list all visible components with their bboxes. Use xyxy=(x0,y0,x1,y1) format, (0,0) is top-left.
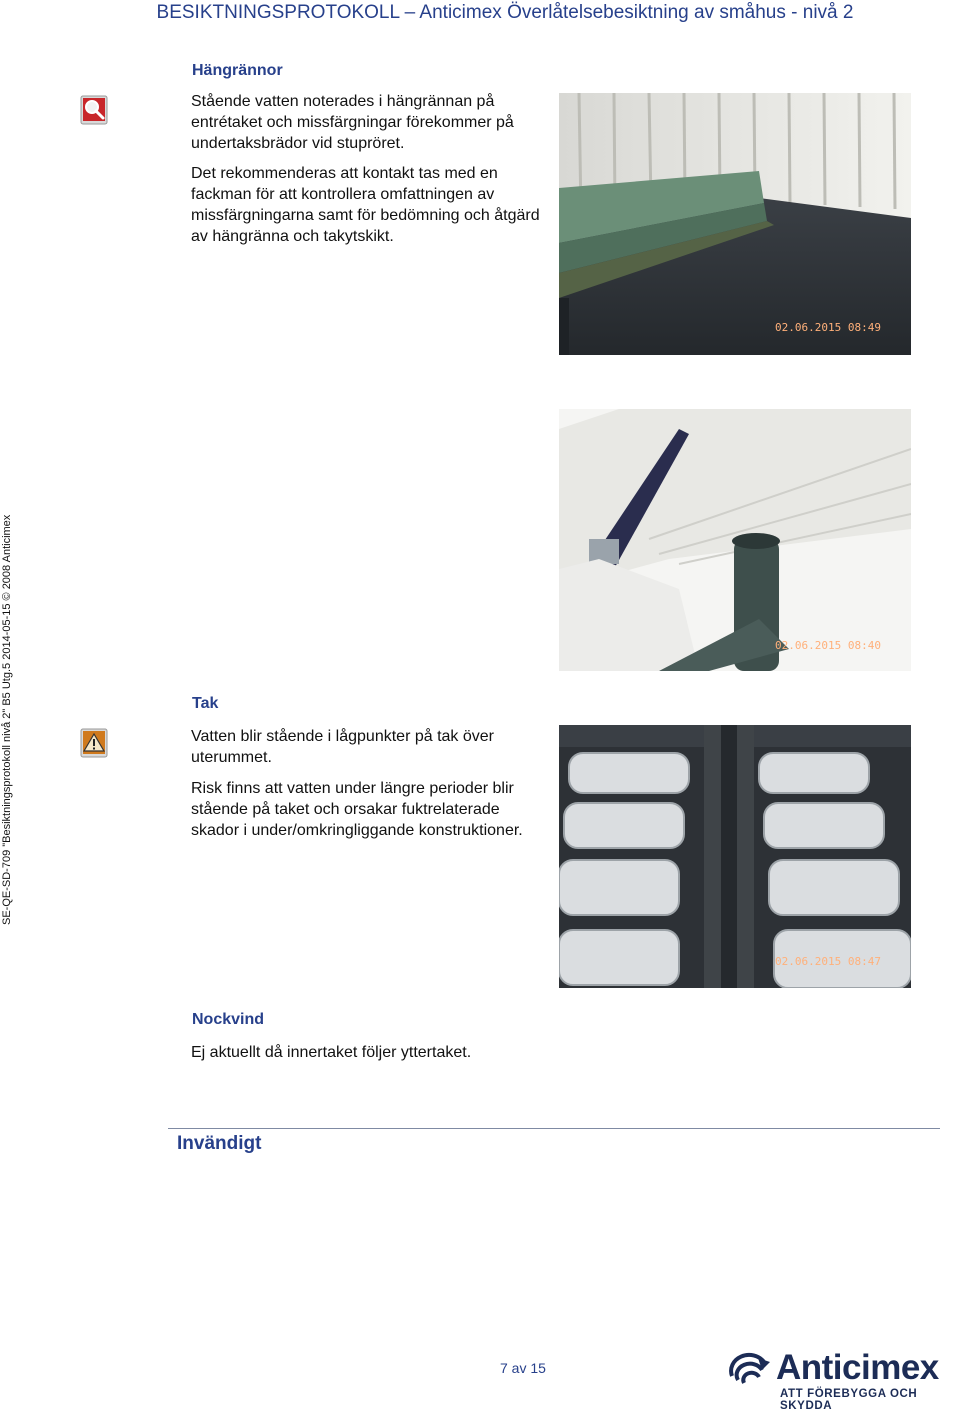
logo-slogan: ATT FÖREBYGGA OCH SKYDDA xyxy=(780,1388,918,1412)
logo-name: Anticimex xyxy=(776,1348,939,1387)
warning-icon xyxy=(80,728,108,758)
hangrannor-observation: Stående vatten noterades i hängrännan på entrétaket och missfärgningar förekommer på undertaksbrädor vid stupröret. xyxy=(191,93,514,152)
tak-observation: Vatten blir stående i lågpunkter på tak över uterummet. xyxy=(191,728,494,766)
photo-gutter-entrance-roof xyxy=(559,93,911,355)
magnifier-icon xyxy=(80,95,108,125)
photo-date: 02.06.2015 08:40 xyxy=(775,639,881,652)
photo-date: 02.06.2015 08:47 xyxy=(775,955,881,968)
section-title-tak: Tak xyxy=(192,695,219,712)
section-title-nockvind: Nockvind xyxy=(192,1011,265,1028)
document-header-title: BESIKTNINGSPROTOKOLL – Anticimex Överlåtelsebesiktning av småhus - nivå 2 xyxy=(156,2,854,23)
hangrannor-recommendation: Det rekommenderas att kontakt tas med en fackman för att kontrollera omfattningen av missfärgningarna samt för bedömning och åtgärd av hängränna och takytskikt. xyxy=(191,165,540,245)
photo-downpipe-eaves xyxy=(559,409,911,671)
section-divider xyxy=(168,1128,940,1129)
document-side-label: SE-QE-SD-709 "Besiktningsprotokoll nivå 2" B5 Utg.5 2014-05-15 © 2008 Anticimex xyxy=(1,514,13,925)
page-number: 7 av 15 xyxy=(500,1360,546,1376)
anticimex-logo xyxy=(728,1348,950,1412)
logo-mark-icon xyxy=(728,1352,772,1390)
photo-date: 02.06.2015 08:49 xyxy=(775,321,881,334)
section-title-hangrannor: Hängrännor xyxy=(192,62,283,79)
photo-roof-skylights xyxy=(559,725,911,988)
section-title-invandigt: Invändigt xyxy=(177,1133,262,1154)
nockvind-text: Ej aktuellt då innertaket följer yttertaket. xyxy=(191,1044,472,1061)
tak-risk: Risk finns att vatten under längre perioder blir stående på taket och orsakar fuktrelaterade skador i under/omkringliggande konstruktioner. xyxy=(191,780,523,839)
